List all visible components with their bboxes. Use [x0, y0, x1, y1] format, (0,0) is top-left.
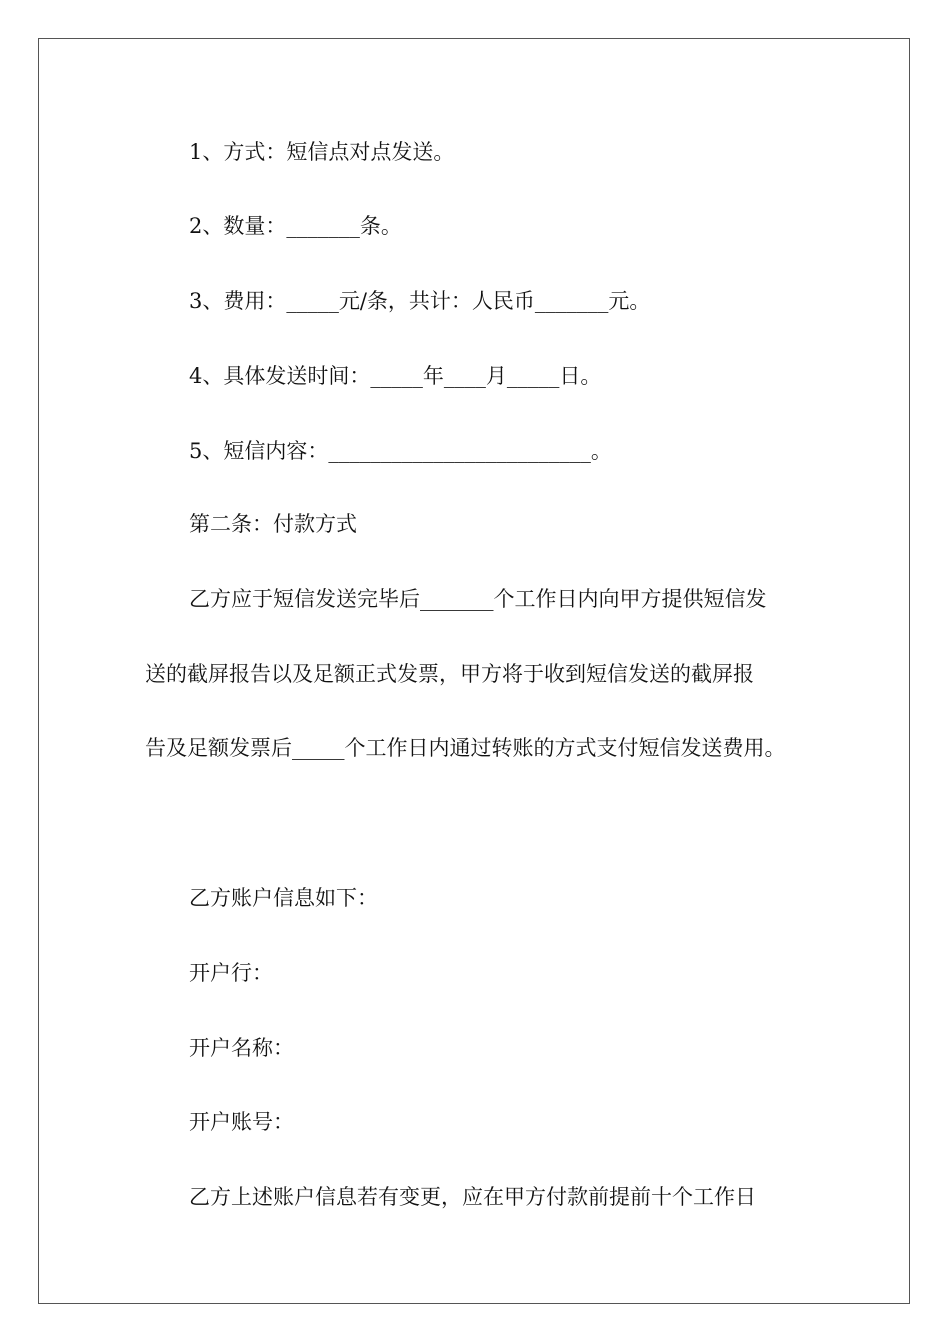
paragraph-line: 告及足额发票后_____个工作日内通过转账的方式支付短信发送费用。	[145, 736, 786, 760]
account-info-heading: 乙方账户信息如下：	[189, 886, 378, 910]
item-method: 1、方式：短信点对点发送。	[189, 140, 455, 164]
item-quantity: 2、数量：_______条。	[189, 214, 402, 238]
account-bank: 开户行：	[189, 961, 273, 985]
paragraph-line: 送的截屏报告以及足额正式发票，甲方将于收到短信发送的截屏报	[145, 662, 754, 686]
section-heading-payment: 第二条：付款方式	[189, 512, 357, 536]
paragraph-line: 乙方应于短信发送完毕后_______个工作日内向甲方提供短信发	[189, 587, 767, 611]
item-fee: 3、费用：_____元/条，共计：人民币_______元。	[189, 289, 651, 313]
paragraph-line: 乙方上述账户信息若有变更，应在甲方付款前提前十个工作日	[189, 1185, 756, 1209]
account-number: 开户账号：	[189, 1110, 294, 1134]
item-send-time: 4、具体发送时间：_____年____月_____日。	[189, 364, 602, 388]
item-sms-content: 5、短信内容：_________________________。	[189, 439, 612, 463]
account-name: 开户名称：	[189, 1036, 294, 1060]
